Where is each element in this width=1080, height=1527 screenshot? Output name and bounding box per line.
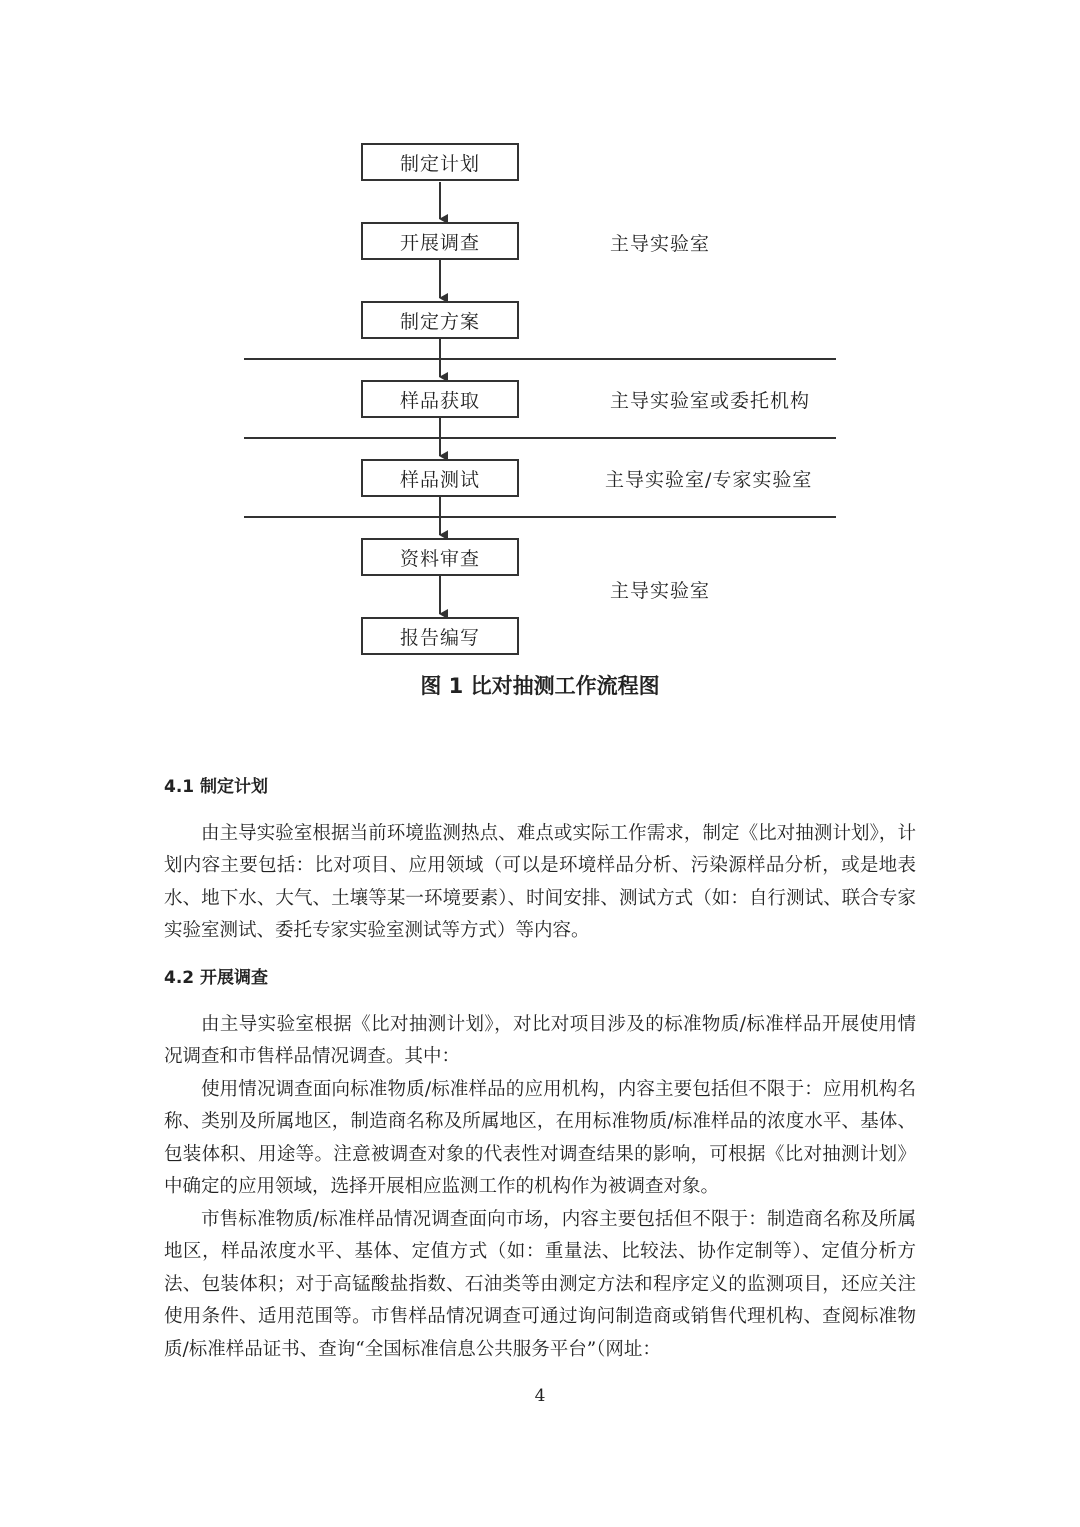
section-heading: 4.2 开展调查 [164,968,269,988]
divider-line [244,358,836,360]
divider-line [244,516,836,518]
section-4-1 [164,771,916,948]
flowchart [0,0,1080,720]
step-box: 开展调查 [361,222,519,260]
role-label: 主导实验室 [610,233,711,255]
figure-caption: 图 1 比对抽测工作流程图 [420,674,660,698]
role-label: 主导实验室或委托机构 [610,390,811,412]
step-box: 制定方案 [361,301,519,339]
step-box: 资料审查 [361,538,519,576]
page-number: 4 [534,1386,546,1406]
paragraph: 市售标准物质/标准样品情况调查面向市场，内容主要包括但不限于：制造商名称及所属地区，样品浓度水平、基体、定值方式（如：重量法、比较法、协作定制等）、定值分析方法、包装体积；对于高锰酸盐指数、石油类等由测定方法和程序定义的监测项目，还应关注使用条件、适用范围等。市售样品情况调查可通过询问制造商或销售代理机构、查阅标准物质/标准样品证书、查询“全国标准信息公共服务平台”（网址： [164,1208,916,1360]
section-4-2 [164,962,916,1366]
section-heading: 4.1 制定计划 [164,777,269,797]
step-box: 制定计划 [361,143,519,181]
step-box: 报告编写 [361,617,519,655]
role-label: 主导实验室/专家实验室 [605,469,813,491]
flowchart-arrows [0,0,1080,720]
role-label: 主导实验室 [610,580,711,602]
paragraph: 使用情况调查面向标准物质/标准样品的应用机构，内容主要包括但不限于：应用机构名称、类别及所属地区，制造商名称及所属地区，在用标准物质/标准样品的浓度水平、基体、包装体积、用途等。注意被调查对象的代表性对调查结果的影响，可根据《比对抽测计划》中确定的应用领域，选择开展相应监测工作的机构作为被调查对象。 [164,1078,916,1197]
paragraph: 由主导实验室根据《比对抽测计划》，对比对项目涉及的标准物质/标准样品开展使用情况调查和市售样品情况调查。其中： [164,1013,916,1067]
divider-line [244,437,836,439]
step-box: 样品测试 [361,459,519,497]
step-box: 样品获取 [361,380,519,418]
paragraph: 由主导实验室根据当前环境监测热点、难点或实际工作需求，制定《比对抽测计划》，计划内容主要包括：比对项目、应用领域（可以是环境样品分析、污染源样品分析，或是地表水、地下水、大气、土壤等某一环境要素）、时间安排、测试方式（如：自行测试、联合专家实验室测试、委托专家实验室测试等方式）等内容。 [164,822,916,941]
